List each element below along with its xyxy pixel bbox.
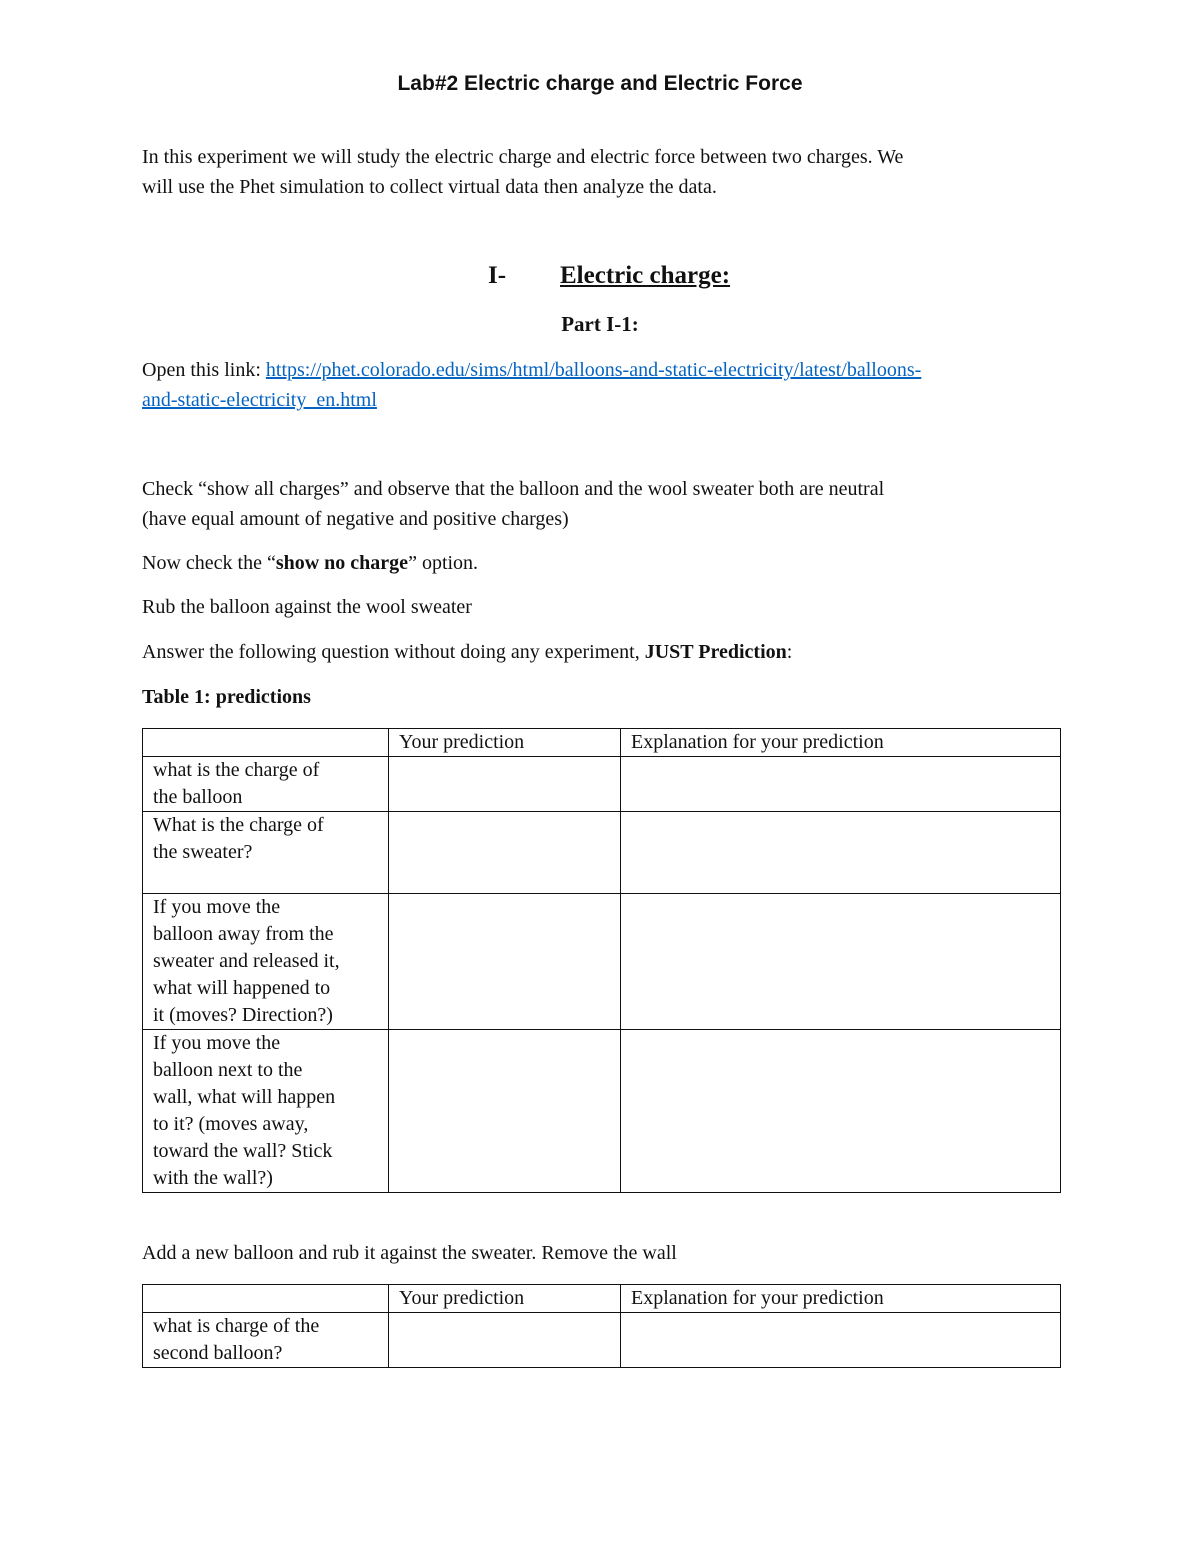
question-line: what will happened to [153, 977, 331, 999]
check-all-paragraph [142, 474, 884, 534]
explanation-answer-cell[interactable] [621, 894, 1061, 1030]
intro-paragraph [142, 142, 903, 202]
table-header-row [143, 729, 1061, 757]
header-cell-explanation: Explanation for your prediction [621, 1285, 1061, 1313]
check-none-pre: Now check the “ [142, 552, 276, 574]
question-line: balloon next to the [153, 1059, 303, 1081]
header-cell-empty [143, 729, 389, 757]
check-none-paragraph [142, 548, 478, 578]
table1-caption: Table 1: predictions [142, 686, 311, 708]
phet-link-part-1[interactable]: https://phet.colorado.edu/sims/html/balloons-and-static-electricity/latest/balloons- [265, 359, 922, 381]
question-line: sweater and released it, [153, 950, 340, 972]
prediction-answer-cell[interactable] [389, 757, 621, 812]
section-number: I- [488, 262, 507, 289]
question-line: it (moves? Direction?) [153, 1004, 333, 1026]
question-cell [143, 1313, 389, 1368]
prediction-answer-cell[interactable] [389, 1030, 621, 1193]
prediction-answer-cell[interactable] [389, 1313, 621, 1368]
answer-paragraph [142, 637, 792, 667]
answer-bold: JUST Prediction [644, 641, 787, 663]
header-cell-prediction: Your prediction [389, 1285, 621, 1313]
header-cell-empty [143, 1285, 389, 1313]
explanation-answer-cell[interactable] [621, 757, 1061, 812]
prediction-answer-cell[interactable] [389, 894, 621, 1030]
question-cell [143, 757, 389, 812]
check-all-line-1: Check “show all charges” and observe that the balloon and the wool sweater both are neutral [142, 478, 885, 500]
question-line: to it? (moves away, [153, 1113, 309, 1135]
question-line: what is charge of the [153, 1315, 320, 1337]
question-line: If you move the [153, 1032, 281, 1054]
question-line: the balloon [153, 786, 243, 808]
question-line: If you move the [153, 896, 281, 918]
check-none-post: ” option. [408, 552, 479, 574]
question-line: what is the charge of [153, 759, 320, 781]
table-row [143, 812, 1061, 894]
add-balloon-paragraph: Add a new balloon and rub it against the sweater. Remove the wall [142, 1242, 677, 1264]
table-row [143, 757, 1061, 812]
question-cell [143, 812, 389, 894]
question-line: with the wall?) [153, 1167, 273, 1189]
table-row [143, 894, 1061, 1030]
prediction-answer-cell[interactable] [389, 812, 621, 894]
intro-line-2: will use the Phet simulation to collect virtual data then analyze the data. [142, 176, 717, 198]
intro-line-1: In this experiment we will study the electric charge and electric force between two charges. We [142, 146, 904, 168]
question-line: toward the wall? Stick [153, 1140, 333, 1162]
predictions-table [142, 728, 1061, 1193]
explanation-answer-cell[interactable] [621, 1313, 1061, 1368]
open-link-paragraph [142, 355, 921, 415]
table-row [143, 1030, 1061, 1193]
header-cell-explanation: Explanation for your prediction [621, 729, 1061, 757]
question-line: What is the charge of [153, 814, 324, 836]
section-title: Electric charge: [560, 262, 731, 289]
question-line: second balloon? [153, 1342, 283, 1364]
part-heading: Part I-1: [561, 312, 639, 336]
answer-post: : [786, 641, 793, 663]
question-line: the sweater? [153, 841, 253, 863]
open-link-prefix: Open this link: [142, 359, 266, 381]
header-cell-prediction: Your prediction [389, 729, 621, 757]
second-balloon-table [142, 1284, 1061, 1368]
question-cell [143, 894, 389, 1030]
phet-link-part-2[interactable]: and-static-electricity_en.html [142, 389, 377, 411]
check-none-bold: show no charge [275, 552, 409, 574]
table-row [143, 1313, 1061, 1368]
answer-pre: Answer the following question without doing any experiment, [142, 641, 645, 663]
explanation-answer-cell[interactable] [621, 812, 1061, 894]
check-all-line-2: (have equal amount of negative and positive charges) [142, 508, 569, 530]
rub-paragraph: Rub the balloon against the wool sweater [142, 596, 472, 618]
explanation-answer-cell[interactable] [621, 1030, 1061, 1193]
table-header-row [143, 1285, 1061, 1313]
page-title: Lab#2 Electric charge and Electric Force [397, 72, 803, 95]
question-cell [143, 1030, 389, 1193]
open-link-line-2 [142, 385, 921, 415]
question-line: wall, what will happen [153, 1086, 336, 1108]
question-line: balloon away from the [153, 923, 334, 945]
open-link-line-1 [142, 355, 921, 385]
